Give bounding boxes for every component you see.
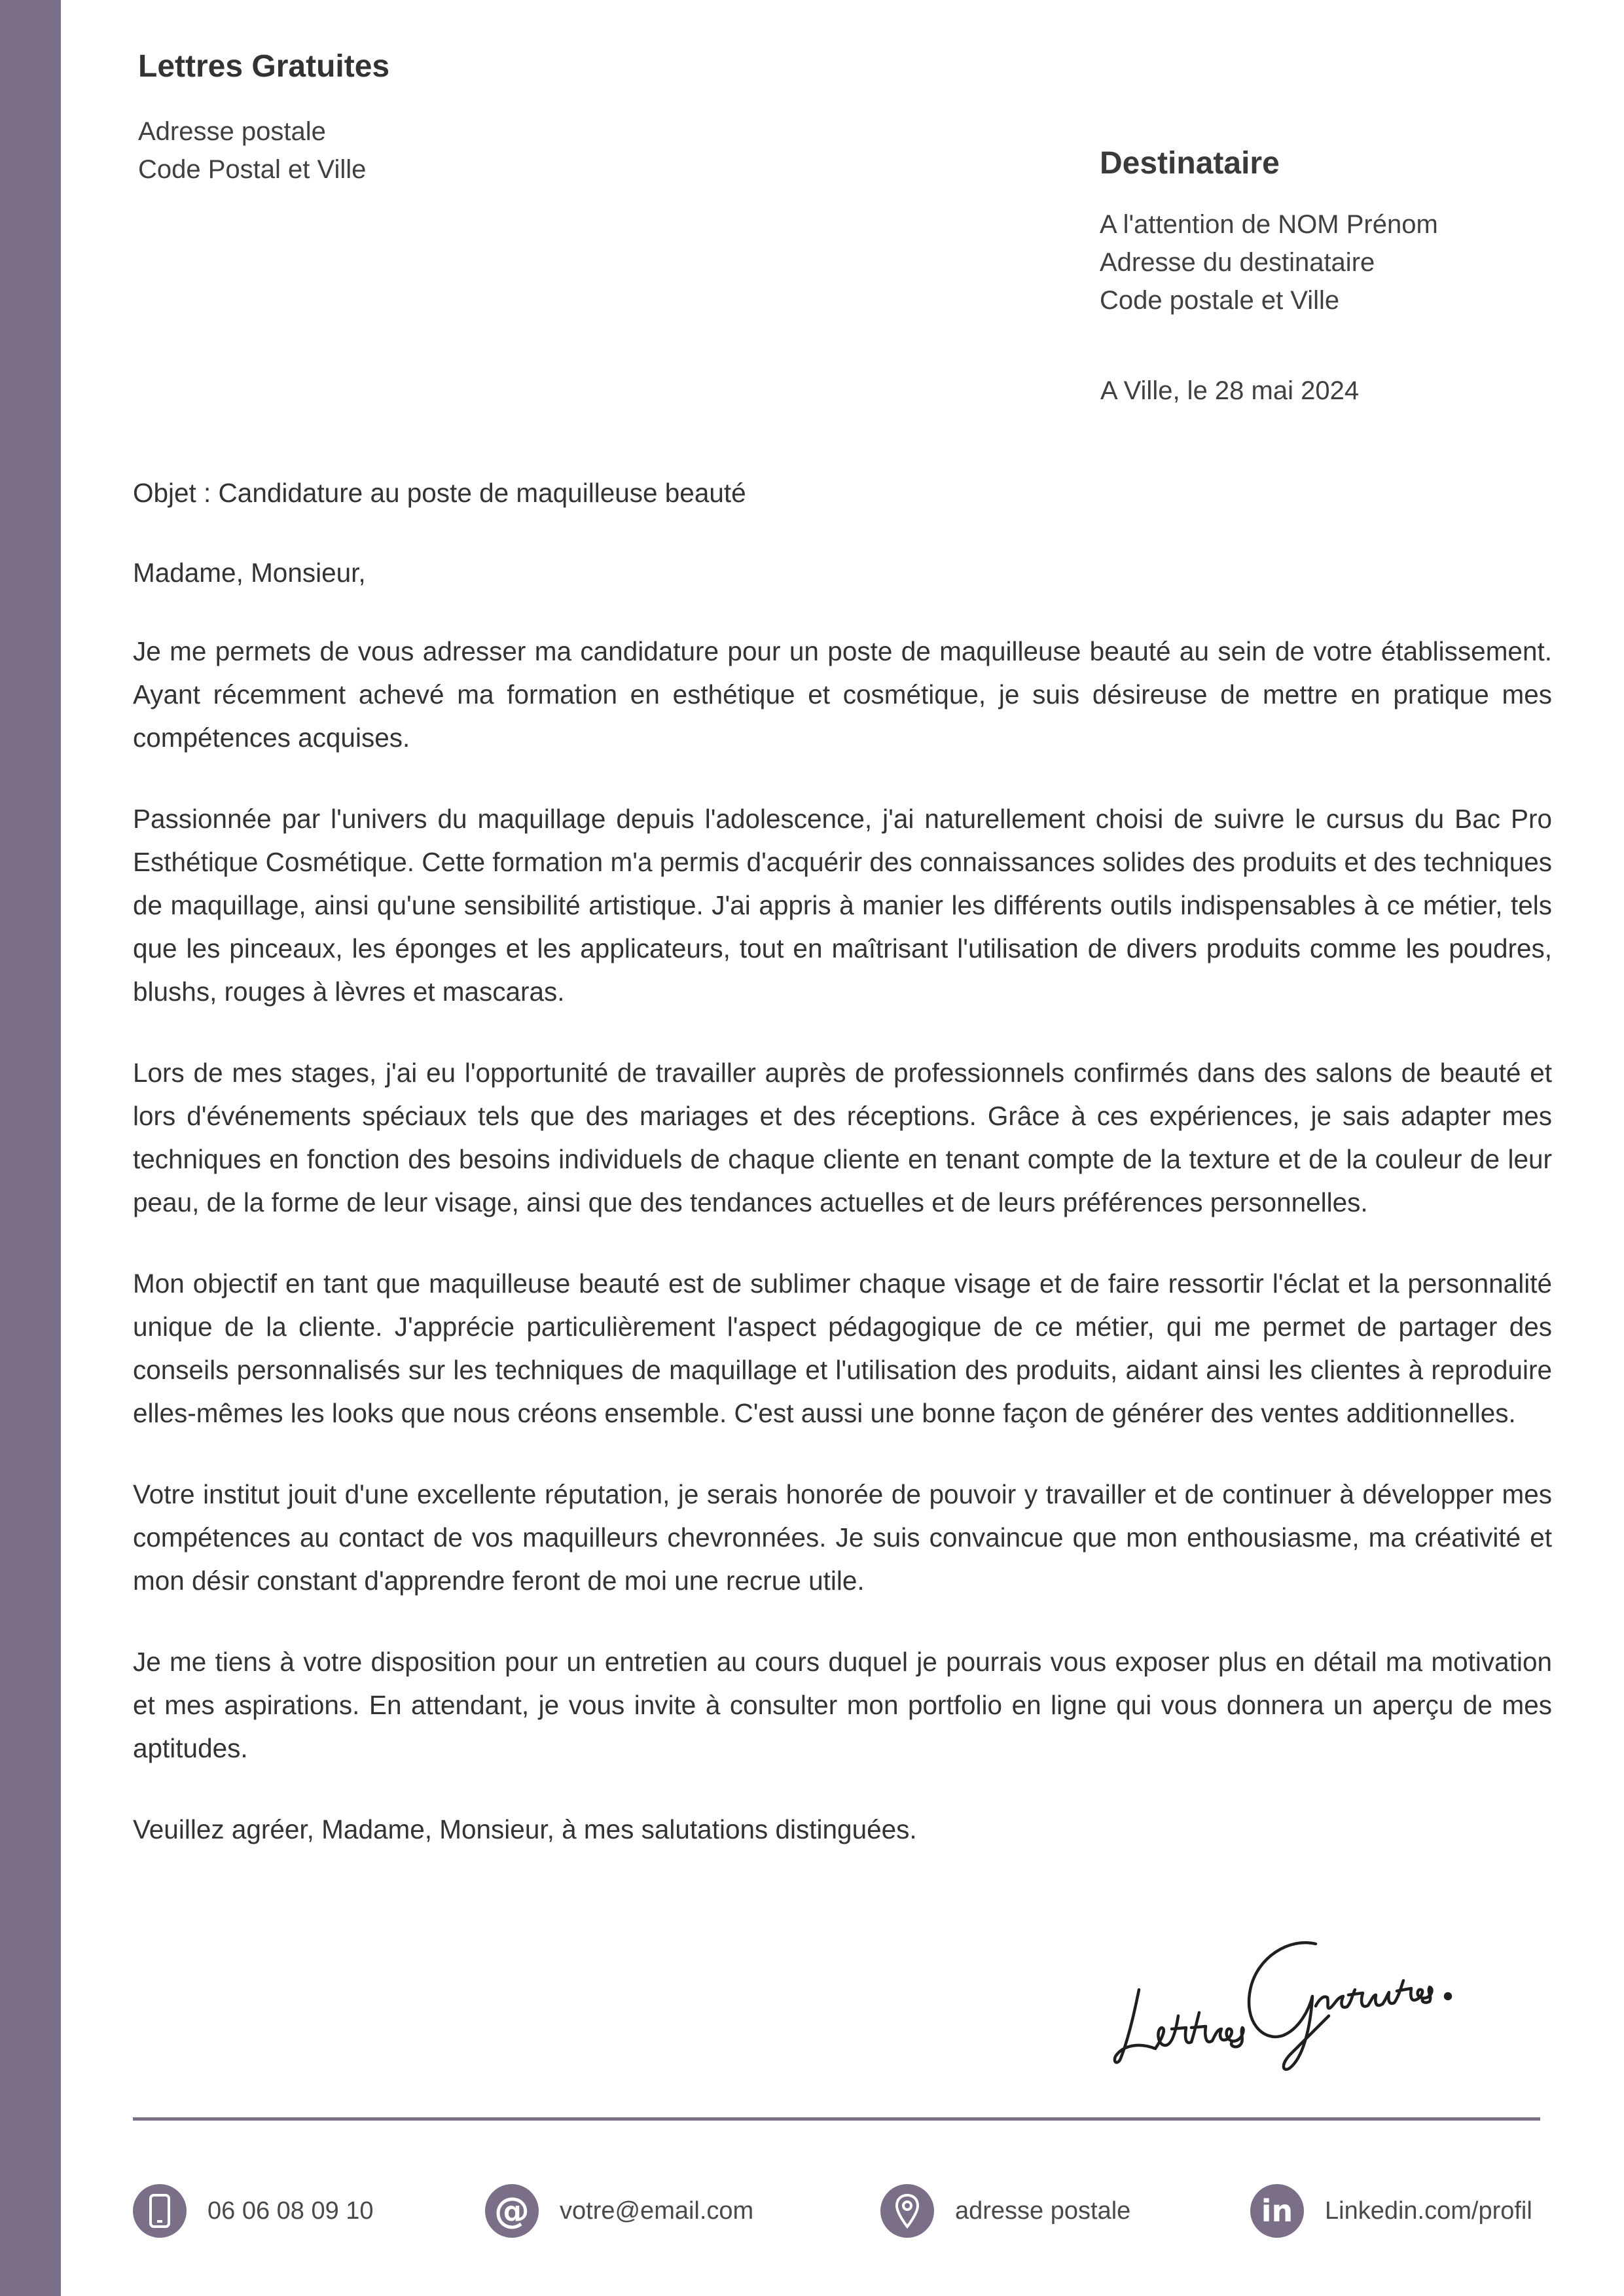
handwritten-signature — [1093, 1918, 1473, 2075]
letter-paragraph: Je me tiens à votre disposition pour un entretien au cours duquel je pourrais vous exposer plus en détail ma motivation et mes aspirations. En attendant, je vous invite à consulter mon portfolio en ligne qui vous donnera un aperçu de mes aptitudes. — [133, 1647, 1552, 1763]
sender-city: Code Postal et Ville — [138, 155, 367, 184]
contact-phone — [133, 2183, 374, 2239]
linkedin-icon: in — [1250, 2184, 1304, 2238]
contact-linkedin-text[interactable]: Linkedin.com/profil — [1325, 2197, 1532, 2225]
recipient-city: Code postale et Ville — [1100, 286, 1340, 315]
letter-paragraph: Lors de mes stages, j'ai eu l'opportunité de travailler auprès de professionnels confirmés dans des salons de beauté et lors d'événements spéciaux tels que des mariages et des réceptions. Grâce à ces expériences, je sais adapter mes techniques en fonction des besoins individuels de chaque cliente en tenant compte de la texture et de la couleur de leur peau, de la forme de leur visage, ainsi que des tendances actuelles et de leurs préférences personnelles. — [133, 1058, 1552, 1217]
letter-salutation: Madame, Monsieur, — [133, 558, 366, 588]
contact-email-text[interactable]: votre@email.com — [560, 2197, 754, 2225]
letter-paragraph: Mon objectif en tant que maquilleuse beauté est de sublimer chaque visage et de faire ressortir l'éclat et la personnalité unique de la cliente. J'apprécie particulièrement l'aspect pédagogique de ce métier, qui me permet de partager des conseils personnalisés sur les techniques de maquillage et l'utilisation des produits, aidant ainsi les clientes à reproduire elles-mêmes les looks que nous créons ensemble. C'est aussi une bonne façon de générer des ventes additionnelles. — [133, 1268, 1552, 1428]
letter-paragraph: Je me permets de vous adresser ma candidature pour un poste de maquilleuse beauté au sein de votre établissement. Ayant récemment achevé ma formation en esthétique et cosmétique, je suis désireuse de mettre en pratique mes compétences acquises. — [133, 636, 1552, 753]
side-accent-bar — [0, 0, 61, 2296]
location-pin-icon — [880, 2184, 934, 2238]
recipient-address: Adresse du destinataire — [1100, 248, 1375, 277]
contact-email — [485, 2183, 753, 2239]
recipient-block — [1100, 144, 1438, 319]
footer-divider — [133, 2117, 1540, 2121]
letter-paragraph: Votre institut jouit d'une excellente réputation, je serais honorée de pouvoir y travailler et de continuer à développer mes compétences au contact de vos maquilleurs chevronnées. Je suis convaincue que mon enthousiasme, ma créativité et mon désir constant d'apprendre feront de moi une recrue utile. — [133, 1479, 1552, 1596]
at-icon: @ — [485, 2184, 539, 2238]
contact-address — [880, 2183, 1130, 2239]
sender-name: Lettres Gratuites — [138, 49, 390, 84]
sender-address: Adresse postale — [138, 117, 326, 146]
recipient-attention: A l'attention de NOM Prénom — [1100, 210, 1438, 239]
letter-subject: Objet : Candidature au poste de maquilleuse beauté — [133, 478, 746, 508]
phone-icon — [133, 2184, 187, 2238]
contact-phone-text: 06 06 08 09 10 — [208, 2197, 374, 2225]
letter-closing: Veuillez agréer, Madame, Monsieur, à mes salutations distinguées. — [133, 1814, 917, 1844]
contact-address-text: adresse postale — [955, 2197, 1131, 2225]
contact-linkedin — [1250, 2183, 1532, 2239]
letter-body — [133, 471, 1552, 1851]
letter-paragraph: Passionnée par l'univers du maquillage depuis l'adolescence, j'ai naturellement choisi de suivre le cursus du Bac Pro Esthétique Cosmétique. Cette formation m'a permis d'acquérir des connaissances solides des produits et des techniques de maquillage, ainsi qu'une sensibilité artistique. J'ai appris à manier les différents outils indispensables à ce métier, tels que les pinceaux, les éponges et les applicateurs, tout en maîtrisant l'utilisation de divers produits comme les poudres, blushs, rouges à lèvres et mascaras. — [133, 804, 1552, 1007]
letter-date: A Ville, le 28 mai 2024 — [1100, 376, 1360, 405]
recipient-title: Destinataire — [1100, 146, 1280, 181]
contact-footer — [133, 2183, 1553, 2242]
sender-block — [138, 47, 389, 188]
